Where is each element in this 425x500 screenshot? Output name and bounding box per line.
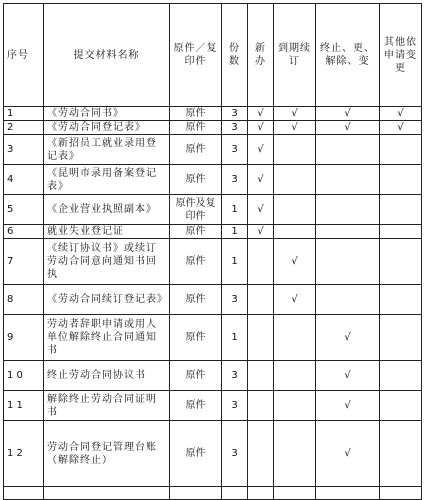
row-type: 原件	[170, 225, 222, 239]
row-name: 《企业营业执照副本》	[44, 195, 170, 225]
row-mark	[380, 195, 422, 225]
row-name: 《劳动合同登记表》	[44, 121, 170, 135]
row-no: 8	[4, 285, 44, 315]
row-copies: 1	[222, 195, 248, 225]
row-mark: √	[274, 239, 316, 285]
table-row	[4, 391, 422, 421]
table-row	[4, 165, 422, 195]
row-mark	[380, 487, 422, 500]
row-mark: √	[316, 391, 380, 421]
header-other: 其他依申请变更	[380, 4, 422, 107]
header-end: 终止、更、解除、变	[316, 4, 380, 107]
row-mark: √	[316, 121, 380, 135]
row-mark	[274, 487, 316, 500]
header-new: 新办	[248, 4, 274, 107]
row-type: 原件	[170, 361, 222, 391]
row-mark	[380, 239, 422, 285]
row-mark: √	[316, 315, 380, 361]
row-mark: √	[248, 121, 274, 135]
row-mark	[316, 285, 380, 315]
header-type: 原件／复印件	[170, 4, 222, 107]
row-no: 1 2	[4, 421, 44, 487]
row-name	[44, 487, 170, 500]
row-copies: 3	[222, 107, 248, 121]
row-no: 4	[4, 165, 44, 195]
row-mark	[316, 225, 380, 239]
table-row	[4, 121, 422, 135]
row-mark: √	[248, 135, 274, 165]
row-name: 《昆明市录用备案登记表》	[44, 165, 170, 195]
row-mark: √	[380, 121, 422, 135]
row-mark	[274, 391, 316, 421]
row-name: 《续订协议书》或续订劳动合同意向通知书回执	[44, 239, 170, 285]
row-name: 《劳动合同续订登记表》	[44, 285, 170, 315]
table-row	[4, 195, 422, 225]
header-row	[4, 4, 422, 107]
table-row	[4, 107, 422, 121]
row-mark: √	[274, 107, 316, 121]
table-row	[4, 239, 422, 285]
row-mark	[274, 165, 316, 195]
row-copies: 3	[222, 165, 248, 195]
row-mark	[248, 361, 274, 391]
row-no	[4, 487, 44, 500]
row-type: 原件	[170, 315, 222, 361]
row-mark: √	[380, 107, 422, 121]
row-mark	[316, 487, 380, 500]
row-mark	[380, 421, 422, 487]
row-no: 5	[4, 195, 44, 225]
row-type: 原件	[170, 391, 222, 421]
row-mark	[316, 195, 380, 225]
materials-table	[3, 3, 422, 500]
row-mark	[274, 315, 316, 361]
row-name: 解除终止劳动合同证明书	[44, 391, 170, 421]
header-name: 提交材料名称	[44, 4, 170, 107]
row-type: 原件及复印件	[170, 195, 222, 225]
row-copies	[222, 487, 248, 500]
header-no: 序号	[4, 4, 44, 107]
row-mark: √	[316, 421, 380, 487]
table-row	[4, 225, 422, 239]
row-mark: √	[316, 107, 380, 121]
row-name: 劳动合同登记管理台账（解除终止）	[44, 421, 170, 487]
table-row	[4, 421, 422, 487]
header-copies: 份数	[222, 4, 248, 107]
row-name: 《新招员工就业录用登记表》	[44, 135, 170, 165]
row-copies: 1	[222, 315, 248, 361]
row-name: 就业失业登记证	[44, 225, 170, 239]
header-renew: 到期续订	[274, 4, 316, 107]
row-mark: √	[248, 107, 274, 121]
row-mark	[274, 135, 316, 165]
row-mark	[380, 361, 422, 391]
row-mark	[274, 421, 316, 487]
row-no: 1 1	[4, 391, 44, 421]
row-mark	[248, 285, 274, 315]
row-mark	[316, 165, 380, 195]
row-no: 7	[4, 239, 44, 285]
row-mark: √	[316, 361, 380, 391]
row-mark: √	[248, 195, 274, 225]
row-mark: √	[274, 121, 316, 135]
row-type	[170, 487, 222, 500]
row-no: 6	[4, 225, 44, 239]
table-row	[4, 361, 422, 391]
row-mark	[380, 315, 422, 361]
row-type: 原件	[170, 285, 222, 315]
row-mark	[248, 487, 274, 500]
row-mark	[248, 391, 274, 421]
row-no: 9	[4, 315, 44, 361]
row-copies: 3	[222, 361, 248, 391]
row-mark	[316, 239, 380, 285]
table-row	[4, 285, 422, 315]
row-name: 劳动者辞职申请或用人单位解除终止合同通知书	[44, 315, 170, 361]
row-mark	[248, 421, 274, 487]
row-copies: 1	[222, 225, 248, 239]
row-type: 原件	[170, 107, 222, 121]
row-mark: √	[248, 165, 274, 195]
row-mark	[380, 135, 422, 165]
row-copies: 3	[222, 421, 248, 487]
row-copies: 3	[222, 135, 248, 165]
row-type: 原件	[170, 165, 222, 195]
row-no: 1	[4, 107, 44, 121]
row-copies: 3	[222, 285, 248, 315]
row-copies: 1	[222, 239, 248, 285]
row-mark	[380, 391, 422, 421]
row-name: 《劳动合同书》	[44, 107, 170, 121]
table-row	[4, 135, 422, 165]
row-mark: √	[248, 225, 274, 239]
row-copies: 3	[222, 121, 248, 135]
row-no: 3	[4, 135, 44, 165]
table-row	[4, 487, 422, 500]
row-mark	[248, 315, 274, 361]
row-mark	[380, 225, 422, 239]
row-no: 2	[4, 121, 44, 135]
row-type: 原件	[170, 421, 222, 487]
row-copies: 3	[222, 391, 248, 421]
row-mark	[274, 225, 316, 239]
row-mark	[274, 361, 316, 391]
row-mark	[248, 239, 274, 285]
row-type: 原件	[170, 239, 222, 285]
row-mark	[274, 195, 316, 225]
row-mark	[380, 285, 422, 315]
row-type: 原件	[170, 135, 222, 165]
row-mark	[380, 165, 422, 195]
row-no: 1 0	[4, 361, 44, 391]
row-mark	[316, 135, 380, 165]
row-name: 终止劳动合同协议书	[44, 361, 170, 391]
row-type: 原件	[170, 121, 222, 135]
table-row	[4, 315, 422, 361]
row-mark: √	[274, 285, 316, 315]
